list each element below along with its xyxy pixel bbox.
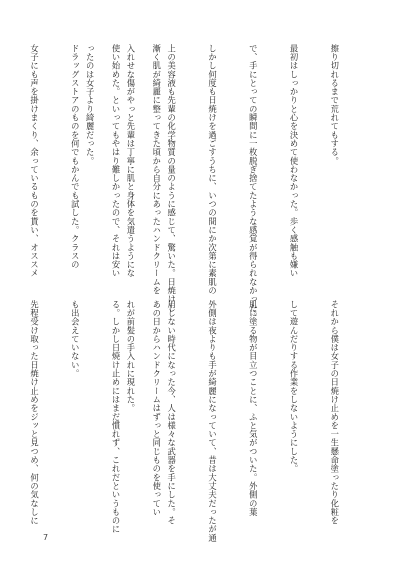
paragraph: 擦り切れるまで荒れてもする。 bbox=[329, 44, 340, 166]
paragraph: 用しない時代になった今、人は様々な武器を手にした。そ bbox=[166, 300, 177, 525]
paragraph: 入れせな傷がやっと先輩は丁寧に肌と身体を気遣うようにな bbox=[125, 44, 136, 278]
paragraph: で、手にとっての瞬間に一枚脱ぎ捨てたような感覚が得られなかった。 bbox=[248, 44, 259, 321]
paragraph: それから僕は女子の日焼け止めを一生懸命塗ったり化粧を bbox=[329, 300, 340, 525]
paragraph: ドラッグストアのものを何でもかんでも試した。クラスの bbox=[70, 44, 81, 269]
paragraph: 女子にも声を掛けまくり、余っているものを貰い、オススメ bbox=[29, 44, 40, 278]
paragraph: 肌に塗る物が目立つことに、ふと気がついた。外側の葉 bbox=[248, 300, 259, 517]
paragraph: 外側は夜よりも手が綺麗になっていて、昔は大丈夫だったが通 bbox=[207, 300, 218, 543]
paragraph: 上の美容液も先輩の化学物質の量のように感じて、驚いた。日焼けし bbox=[166, 44, 177, 313]
paragraph: も出会えていない。 bbox=[70, 300, 81, 378]
paragraph: あの日からハンドクリームはずっと同じものを使ってい bbox=[151, 300, 162, 517]
paragraph: 使い始めた。といってもやはり難しかったので、それは安い bbox=[111, 44, 122, 278]
paragraph: して遊んだりする作業をしないようにした。 bbox=[289, 300, 300, 473]
paragraph: ったのは女子より綺麗だった。 bbox=[85, 44, 96, 166]
paragraph: る。しかし日焼け止めにはまだ慣れず、これだというものに bbox=[111, 300, 122, 534]
paragraph: 漸く肌が綺麗に整ってきた頃から自分にあったハンドクリームを bbox=[151, 44, 162, 295]
paragraph: しかし何度も日焼けを過ごすうちに、いつの間にか次第に素肌の bbox=[207, 44, 218, 295]
page-number: 7 bbox=[43, 533, 49, 542]
lower-left-text-block bbox=[0, 300, 190, 540]
paragraph: れが前髪の手入れに現れた。 bbox=[125, 300, 136, 413]
upper-left-text-block bbox=[0, 44, 190, 313]
paragraph: 先程受け取った日焼け止めをジッと見つめ、何の気なしに bbox=[29, 300, 40, 525]
paragraph: 最初はしっかりと心を決めて使わなかった。歩く感触も嫌い bbox=[289, 44, 300, 278]
